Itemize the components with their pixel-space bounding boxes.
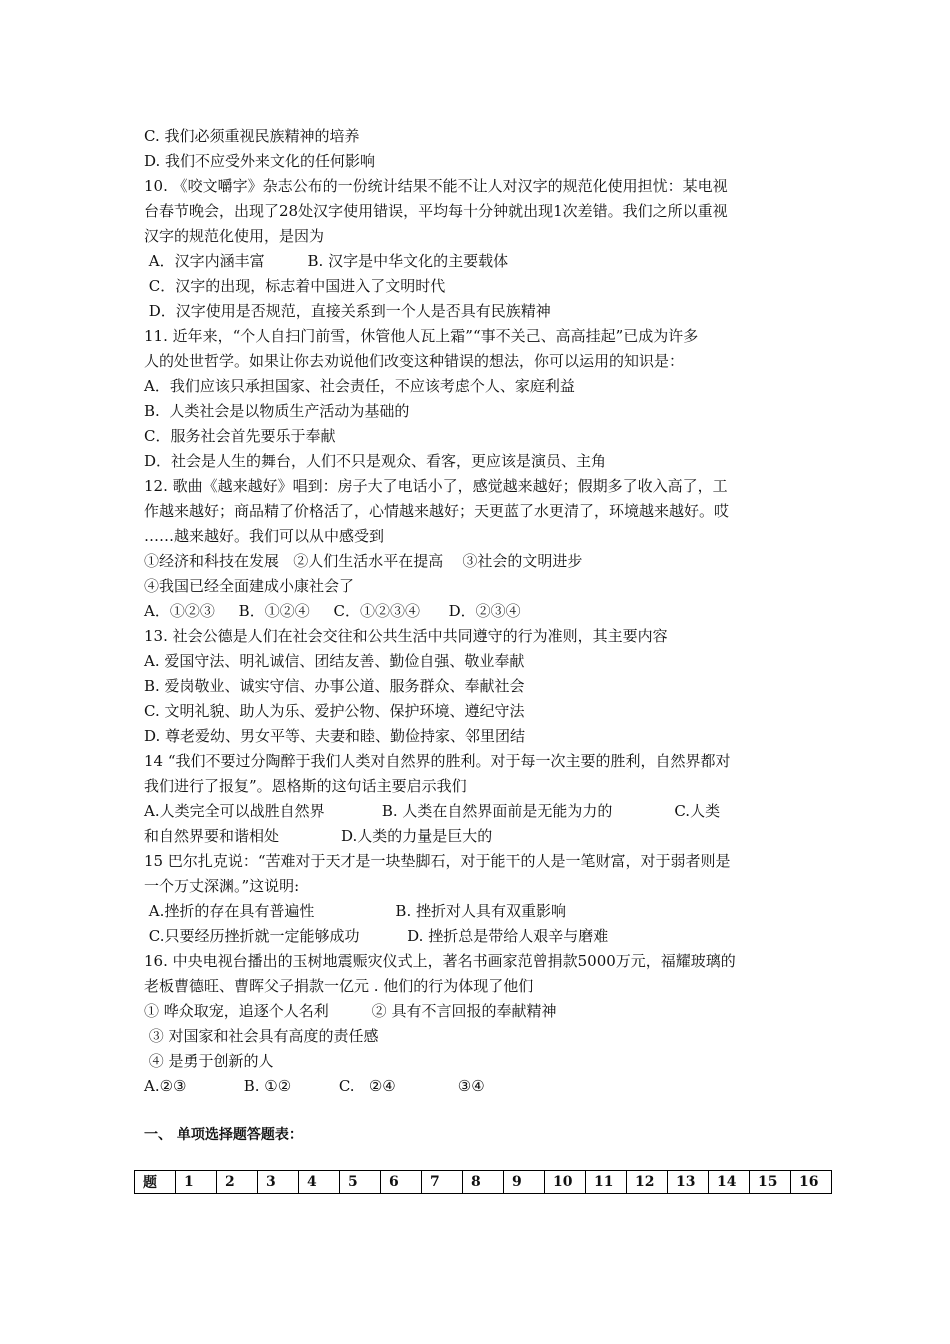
- text-line: C．服务社会首先要乐于奉献: [144, 427, 336, 445]
- text-line: A. 爱国守法、明礼诚信、团结友善、勤俭自强、敬业奉献: [144, 652, 525, 670]
- table-cell: 10: [545, 1171, 586, 1194]
- table-cell: 15: [750, 1171, 791, 1194]
- text-line: 汉字的规范化使用，是因为: [144, 227, 325, 245]
- question-text: [144, 124, 814, 1099]
- text-line: A．我们应该只承担国家、社会责任，不应该考虑个人、家庭利益: [144, 377, 575, 395]
- answer-table: [134, 1170, 832, 1194]
- text-line: 人的处世哲学。如果让你去劝说他们改变这种错误的想法，你可以运用的知识是：: [144, 352, 685, 370]
- table-cell: 4: [299, 1171, 340, 1194]
- text-line: A．汉字内涵丰富 B. 汉字是中华文化的主要载体: [144, 252, 509, 270]
- table-cell: 6: [381, 1171, 422, 1194]
- table-cell: 9: [504, 1171, 545, 1194]
- table-header-cell: 题: [135, 1171, 176, 1194]
- text-line: C．汉字的出现，标志着中国进入了文明时代: [144, 277, 446, 295]
- text-line: 16. 中央电视台播出的玉树地震赈灾仪式上，著名书画家范曾捐款5000万元，福耀玻璃的: [144, 952, 736, 970]
- table-cell: 16: [791, 1171, 832, 1194]
- text-line: 老板曹德旺、曹晖父子捐款一亿元 . 他们的行为体现了他们: [144, 977, 534, 995]
- table-cell: 1: [176, 1171, 217, 1194]
- text-line: 10. 《咬文嚼字》杂志公布的一份统计结果不能不让人对汉字的规范化使用担忧：某电视: [144, 177, 728, 195]
- section-title: 一、 单项选择题答题表：: [144, 1127, 303, 1143]
- text-line: A．①②③ B．①②④ C．①②③④ D．②③④: [144, 602, 521, 620]
- text-line: ① 哗众取宠，追逐个人名利 ② 具有不言回报的奉献精神: [144, 1002, 557, 1020]
- text-line: C.只要经历挫折就一定能够成功 D. 挫折总是带给人艰辛与磨难: [144, 927, 609, 945]
- table-cell: 8: [463, 1171, 504, 1194]
- text-line: ①经济和科技在发展 ②人们生活水平在提高 ③社会的文明进步: [144, 552, 583, 570]
- table-cell: 7: [422, 1171, 463, 1194]
- text-line: B. 人类社会是以物质生产活动为基础的: [144, 402, 410, 420]
- text-line: 和自然界要和谐相处 D.人类的力量是巨大的: [144, 827, 493, 845]
- text-line: D. 尊老爱幼、男女平等、夫妻和睦、勤俭持家、邻里团结: [144, 727, 526, 745]
- text-line: C. 文明礼貌、助人为乐、爱护公物、保护环境、遵纪守法: [144, 702, 525, 720]
- text-line: 13. 社会公德是人们在社会交往和公共生活中共同遵守的行为准则，其主要内容: [144, 627, 668, 645]
- text-line: D. 我们不应受外来文化的任何影响: [144, 152, 376, 170]
- text-line: 15 巴尔扎克说：“苦难对于天才是一块垫脚石，对于能干的人是一笔财富，对于弱者则是: [144, 852, 731, 870]
- text-line: A.人类完全可以战胜自然界 B. 人类在自然界面前是无能为力的 C.人类: [144, 802, 721, 820]
- text-line: 作越来越好；商品精了价格活了，心情越来越好；天更蓝了水更清了，环境越来越好。哎: [144, 502, 730, 520]
- table-cell: 5: [340, 1171, 381, 1194]
- table-cell: 13: [668, 1171, 709, 1194]
- text-line: A.②③ B. ①② C. ②④ ③④: [144, 1077, 485, 1095]
- table-cell: 3: [258, 1171, 299, 1194]
- text-line: ③ 对国家和社会具有高度的责任感: [144, 1027, 379, 1045]
- text-line: 台春节晚会，出现了28处汉字使用错误，平均每十分钟就出现1次差错。我们之所以重视: [144, 202, 728, 220]
- text-line: B. 爱岗敬业、诚实守信、办事公道、服务群众、奉献社会: [144, 677, 525, 695]
- text-line: ……越来越好。我们可以从中感受到: [144, 527, 385, 545]
- text-line: C. 我们必须重视民族精神的培养: [144, 127, 360, 145]
- text-line: A.挫折的存在具有普遍性 B. 挫折对人具有双重影响: [144, 902, 566, 920]
- table-cell: 11: [586, 1171, 627, 1194]
- text-line: ④我国已经全面建成小康社会了: [144, 577, 355, 595]
- text-line: 我们进行了报复”。恩格斯的这句话主要启示我们: [144, 777, 467, 795]
- text-line: 一个万丈深渊。”这说明:: [144, 877, 300, 895]
- text-line: ④ 是勇于创新的人: [144, 1052, 274, 1070]
- table-row: [135, 1171, 832, 1194]
- table-cell: 14: [709, 1171, 750, 1194]
- text-line: 12. 歌曲《越来越好》唱到：房子大了电话小了，感觉越来越好；假期多了收入高了，工: [144, 477, 728, 495]
- table-cell: 12: [627, 1171, 668, 1194]
- table-cell: 2: [217, 1171, 258, 1194]
- text-line: D．汉字使用是否规范，直接关系到一个人是否具有民族精神: [144, 302, 551, 320]
- text-line: 11. 近年来，“个人自扫门前雪，休管他人瓦上霜”“事不关己、高高挂起”已成为许多: [144, 327, 699, 345]
- text-line: 14 “我们不要过分陶醉于我们人类对自然界的胜利。对于每一次主要的胜利，自然界都对: [144, 752, 731, 770]
- text-line: D．社会是人生的舞台，人们不只是观众、看客，更应该是演员、主角: [144, 452, 607, 470]
